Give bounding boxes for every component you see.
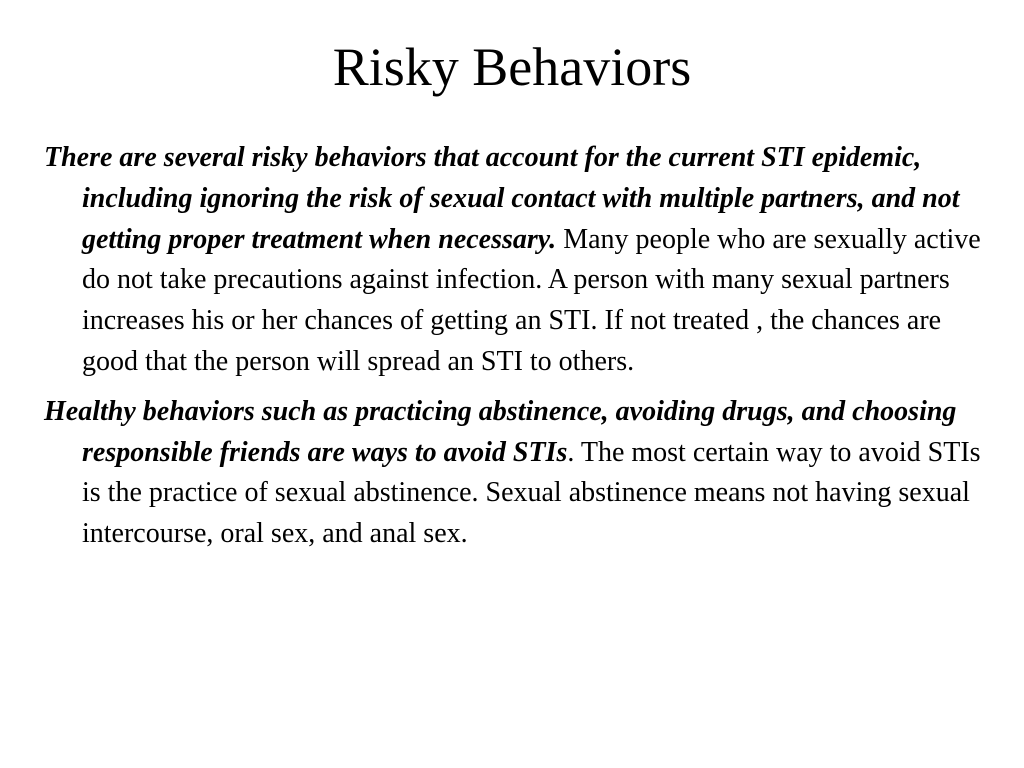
paragraph-lead-text: There are several risky behaviors that account for the current STI epidemic, including ignoring the risk of sexual contact with multiple partners, and not getting proper treatment when necessary. xyxy=(44,142,960,255)
slide-title: Risky Behaviors xyxy=(332,37,692,97)
paragraph-lead-text: Healthy behaviors such as practicing abstinence, avoiding drugs, and choosing responsible friends are ways to avoid STIs xyxy=(44,395,957,468)
paragraph-risky-behaviors xyxy=(44,138,984,383)
paragraph-healthy-behaviors xyxy=(44,392,984,555)
slide-body xyxy=(44,138,984,555)
paragraph-body-text: . The most certain way to avoid STIs is the practice of sexual abstinence. Sexual abstinence means not having sexual intercourse, oral sex, and anal sex. xyxy=(82,436,981,550)
paragraph-body-text: Many people who are sexually active do not take precautions against infection. A person with many sexual partners increases his or her chances of getting an STI. If not treated , the chances are good that the person will spread an STI to others. xyxy=(82,223,981,377)
